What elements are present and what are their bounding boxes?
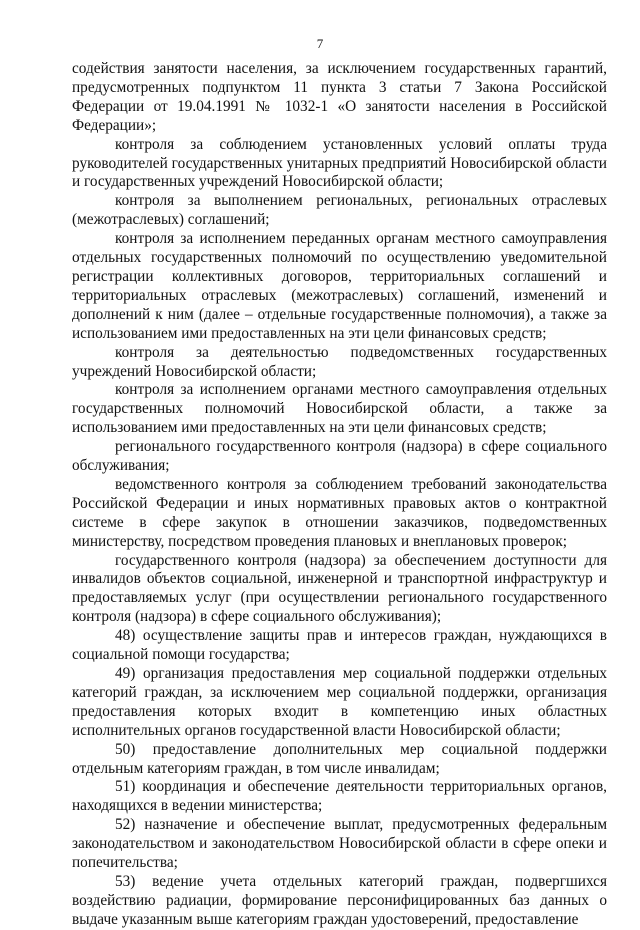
paragraph-7: регионального государственного контроля (надзора) в сфере социального обслуживания; [72, 438, 607, 475]
paragraph-1: содействия занятости населения, за исключением государственных гарантий, предусмотренных подпунктом 11 пункта 3 статьи 7 Закона Российской Федерации от 19.04.1991 № 1032-1 «О занятости населения в Российской Федерации»; [72, 60, 607, 134]
paragraph-9: государственного контроля (надзора) за обеспечением доступности для инвалидов объектов социальной, инженерной и транспортной инфраструктур и предоставляемых услуг (при осуществлении регионального государственного контроля (надзора) в сфере социального обслуживания); [72, 551, 607, 626]
list-item-49: 49) организация предоставления мер социальной поддержки отдельных категорий граждан, за исключением мер социальной поддержки, организация предоставления которых входит в компетенцию иных областных исполнительных органов государственной власти Новосибирской области; [72, 665, 607, 739]
list-item-48: 48) осуществление защиты прав и интересов граждан, нуждающихся в социальной помощи государства; [72, 627, 607, 664]
paragraph-4: контроля за исполнением переданных органам местного самоуправления отдельных государственных полномочий по осуществлению уведомительной регистрации коллективных договоров, территориальных соглашений и территориальных отраслевых (межотраслевых) соглашений, изменений и дополнений к ним (далее – отдельные государственные полномочия), а также за использованием ими предоставленных на эти цели финансовых средств; [72, 230, 607, 342]
paragraph-3: контроля за выполнением региональных, региональных отраслевых (межотраслевых) соглашений; [72, 192, 607, 229]
paragraph-8: ведомственного контроля за соблюдением требований законодательства Российской Федерации и иных нормативных правовых актов о контрактной системе в сфере закупок в отношении заказчиков, подведомственных министерству, посредством проведения плановых и внеплановых проверок; [72, 475, 607, 550]
list-item-53: 53) ведение учета отдельных категорий граждан, подвергшихся воздействию радиации, формирование персонифицированных баз данных о выдаче указанным выше категориям граждан удостоверений, предоставление [72, 872, 607, 928]
paragraph-5: контроля за деятельностью подведомственных государственных учреждений Новосибирской области; [72, 343, 607, 380]
list-item-50: 50) предоставление дополнительных мер социальной поддержки отдельным категориям граждан, в том числе инвалидам; [72, 740, 607, 777]
list-item-52: 52) назначение и обеспечение выплат, предусмотренных федеральным законодательством и законодательством Новосибирской области в сфере опеки и попечительства; [72, 816, 607, 872]
paragraph-2: контроля за соблюдением установленных условий оплаты труда руководителей государственных унитарных предприятий Новосибирской области и государственных учреждений Новосибирской области; [72, 135, 607, 191]
page-number: 7 [316, 36, 324, 51]
document-body [72, 60, 607, 930]
list-item-51: 51) координация и обеспечение деятельности территориальных органов, находящихся в ведении министерства; [72, 778, 607, 815]
paragraph-6: контроля за исполнением органами местного самоуправления отдельных государственных полномочий Новосибирской области, а также за использованием ими предоставленных на эти цели финансовых средств; [72, 381, 607, 437]
